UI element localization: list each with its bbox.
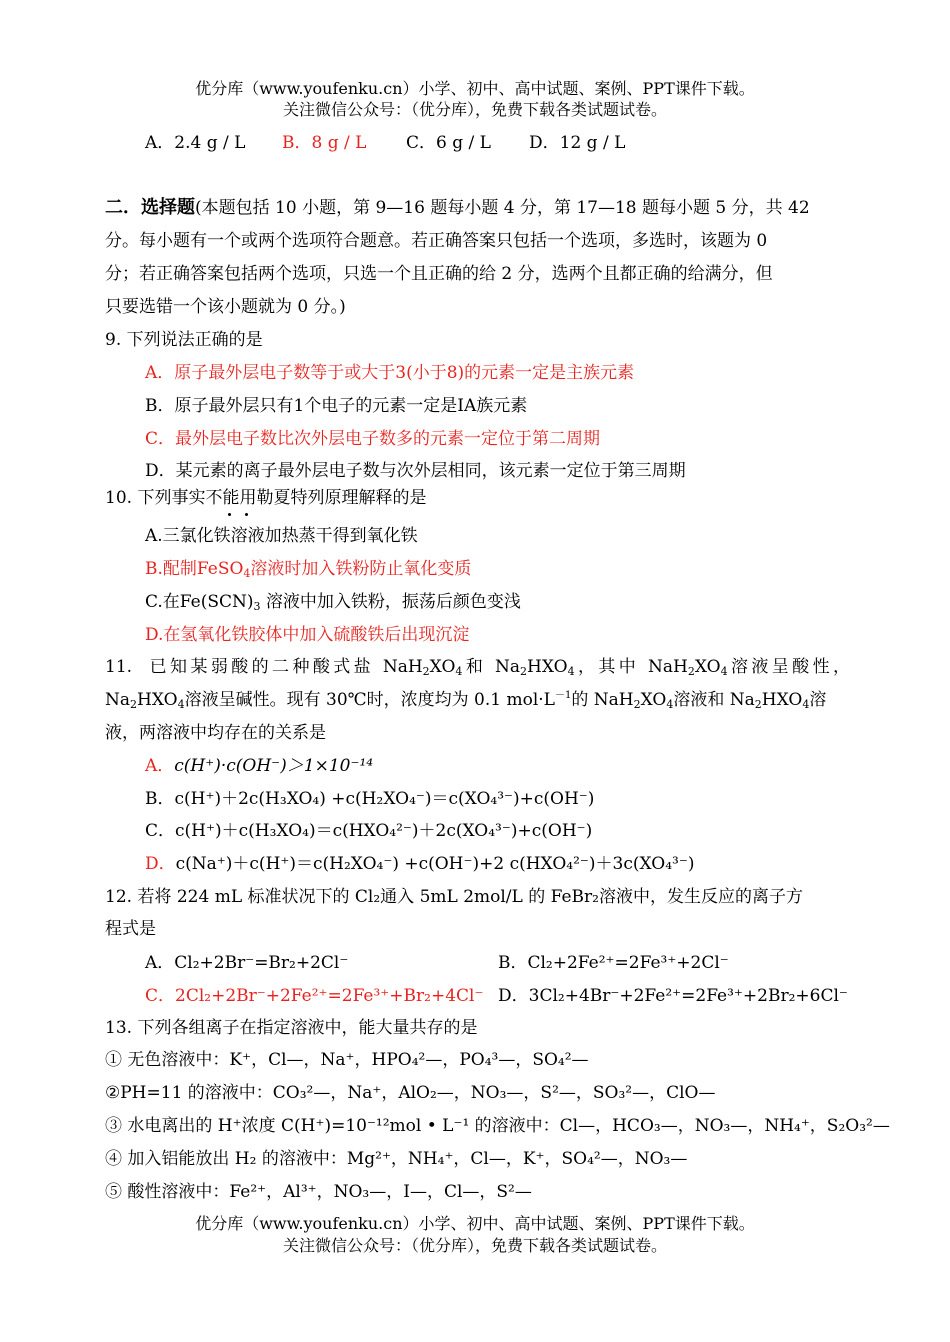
q9-option-c: C．最外层电子数比次外层电子数多的元素一定位于第二周期 [145, 429, 601, 449]
q13-item-3: ③ 水电离出的 H⁺浓度 C(H⁺)=10⁻¹²mol • L⁻¹ 的溶液中：Cl—，HCO₃—，NO₃—，NH₄⁺，S₂O₃²— [105, 1116, 890, 1136]
q9-option-d: D．某元素的离子最外层电子数与次外层相同，该元素一定位于第三周期 [145, 461, 686, 481]
q13-item-1: ① 无色溶液中：K⁺，Cl—，Na⁺，HPO₄²—，PO₄³—，SO₄²— [105, 1050, 589, 1070]
q8-option-d: D．12 g / L [529, 133, 626, 153]
section-desc-1: (本题包括 10 小题，第 9—16 题每小题 4 分，第 17—18 题每小题 5 分，共 42 [195, 198, 810, 218]
q13-item-4: ④ 加入铝能放出 H₂ 的溶液中：Mg²⁺，NH₄⁺，Cl—，K⁺，SO₄²—，NO₃— [105, 1149, 688, 1169]
q13-item-2: ②PH=11 的溶液中：CO₃²—，Na⁺，AlO₂—，NO₃—，S²—，SO₃²—，ClO— [105, 1083, 716, 1103]
q9-option-b: B．原子最外层只有1个电子的元素一定是IA族元素 [145, 396, 528, 416]
q10-stem: 10. 下列事实不能用勒夏特列原理解释的是 [105, 488, 427, 508]
header-line-1: 优分库（www.youfenku.cn）小学、初中、高中试题、案例、PPT课件下载。 [195, 79, 755, 98]
emphasis-dot [245, 513, 248, 516]
q11-stem-line-1: 11. 已知某弱酸的二种酸式盐 $NaH_2XO_4$和 $Na_2HXO_4$，其中 $NaH_2XO_4$溶液呈酸性， [105, 657, 850, 678]
q11-stem-line-2: $Na_2HXO_4$溶液呈碱性。现有 30℃时，浓度均为 0.1 $mol\cdot L^{-1}$的 $NaH_2XO_4$溶液和 $Na_2HXO_4$溶 [105, 690, 827, 711]
q10-option-b: B.配制FeSO$_4$溶液时加入铁粉防止氧化变质 [145, 559, 472, 580]
q8-option-c: C．6 g / L [406, 133, 491, 153]
q13-stem: 13. 下列各组离子在指定溶液中，能大量共存的是 [105, 1018, 478, 1038]
q11-option-c: C．c(H⁺)＋c(H₃XO₄)＝c(HXO₄²⁻)＋2c(XO₄³⁻)+c(OH⁻) [145, 821, 593, 841]
q11-option-b: B．c(H⁺)＋2c(H₃XO₄) +c(H₂XO₄⁻)＝c(XO₄³⁻)+c(OH⁻) [145, 789, 595, 809]
section-2-intro [105, 197, 810, 219]
q12-option-b: B．Cl₂+2Fe²⁺=2Fe³⁺+2Cl⁻ [498, 953, 729, 973]
q10-option-c: C.在$Fe(SCN)_3$ 溶液中加入铁粉，振荡后颜色变浅 [145, 592, 521, 613]
q9-stem: 9. 下列说法正确的是 [105, 330, 263, 350]
q9-option-a: A．原子最外层电子数等于或大于3(小于8)的元素一定是主族元素 [145, 363, 635, 383]
footer-line-2: 关注微信公众号：（优分库），免费下载各类试题试卷。 [282, 1236, 667, 1255]
section-desc-4: 只要选错一个该小题就为 0 分。) [105, 297, 346, 317]
q8-option-a: A．2.4 g / L [145, 133, 246, 153]
q12-option-d: D．3Cl₂+4Br⁻+2Fe²⁺=2Fe³⁺+2Br₂+6Cl⁻ [498, 986, 848, 1006]
q12-stem-line-2: 程式是 [105, 919, 156, 939]
header-line-2: 关注微信公众号：（优分库），免费下载各类试题试卷。 [282, 100, 667, 119]
q11-stem-line-3: 液，两溶液中均存在的关系是 [105, 723, 326, 743]
section-desc-2: 分。每小题有一个或两个选项符合题意。若正确答案只包括一个选项，多选时，该题为 0 [105, 231, 768, 251]
q12-stem-line-1: 12. 若将 224 mL 标准状况下的 Cl₂通入 5mL 2mol/L 的 FeBr₂溶液中，发生反应的离子方 [105, 887, 803, 907]
footer-line-1: 优分库（www.youfenku.cn）小学、初中、高中试题、案例、PPT课件下载。 [195, 1214, 755, 1233]
q13-item-5: ⑤ 酸性溶液中：Fe²⁺，Al³⁺，NO₃—，I—，Cl—，S²— [105, 1182, 532, 1202]
q8-option-b: B．8 g / L [282, 133, 367, 153]
q10-option-d: D.在氢氧化铁胶体中加入硫酸铁后出现沉淀 [145, 625, 470, 645]
emphasis-dot [228, 513, 231, 516]
q10-option-a: A.三氯化铁溶液加热蒸干得到氧化铁 [145, 526, 418, 546]
q12-option-a: A．Cl₂+2Br⁻=Br₂+2Cl⁻ [145, 953, 349, 973]
q12-option-c: C．2Cl₂+2Br⁻+2Fe²⁺=2Fe³⁺+Br₂+4Cl⁻ [145, 986, 484, 1006]
section-desc-3: 分；若正确答案包括两个选项，只选一个且正确的给 2 分，选两个且都正确的给满分，但 [105, 264, 773, 284]
q11-option-d: D．c(Na⁺)＋c(H⁺)＝c(H₂XO₄⁻) +c(OH⁻)+2 c(HXO₄²⁻)＋3c(XO₄³⁻) [145, 854, 695, 874]
q11-option-a: A．c(H⁺)·c(OH⁻)＞1×10⁻¹⁴ [145, 756, 374, 776]
section-title: 二．选择题 [105, 197, 195, 218]
